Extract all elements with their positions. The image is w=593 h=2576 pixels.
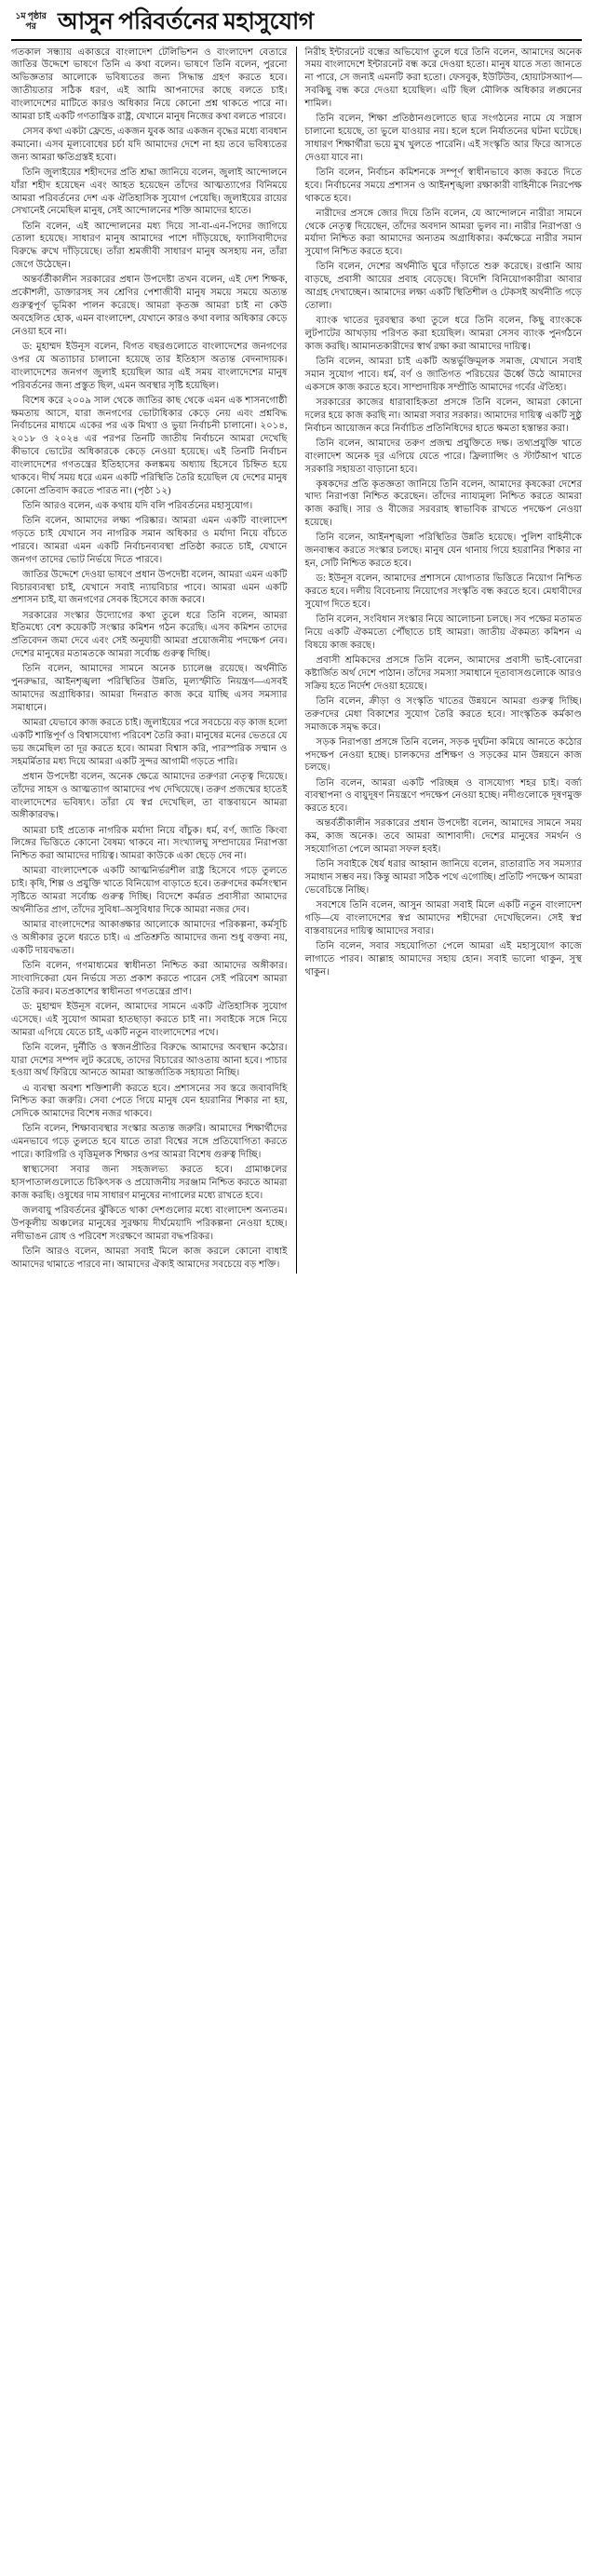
paragraph: নিরীহ ইন্টারনেট বন্ধের অভিযোগ তুলে ধরে তিনি বলেন, আমাদের অনেক সময় বাংলাদেশে ইন্টারনেট বন্ধ করে দেওয়া হতো। মানুষ যাতে সত্য জানতে না পারে, সে জন্যই এমনটি করা হতো। ফেসবুক, ইউটিউব, হোয়াটসঅ্যাপ—সবকিছু বন্ধ করে দেওয়া হয়েছিল। এটি ছিল মৌলিক অধিকার লঙ্ঘনের শামিল। — [304, 47, 582, 109]
paragraph: ড: মুহাম্মদ ইউনূস বলেন, বিগত বছরগুলোতে বাংলাদেশের জনগণের ওপর যে অত্যাচার চালানো হয়েছে তার ইতিহাস অত্যন্ত বেদনাদায়ক। বাংলাদেশের জনগণ জুলাই হয়েছিল আর এই সময় বাংলাদেশের মানুষ পরিবর্তনের জন্য প্রস্তুত ছিল, এমন অবস্থার সৃষ্টি হয়েছিল। — [11, 341, 288, 391]
paragraph: তিনি বলেন, সংবিধান সংস্কার নিয়ে আলোচনা চলছে। সব পক্ষের মতামত নিয়ে একটি ঐকমত্যে পৌঁছাতে চাই আমরা। জাতীয় ঐকমত্য কমিশন এ বিষয়ে কাজ করছে। — [304, 614, 582, 651]
paragraph: গতকাল সন্ধ্যায় একাত্তরে বাংলাদেশ টেলিভিশন ও বাংলাদেশ বেতারে জাতির উদ্দেশে ভাষণে তিনি এ কথা বলেন। ভাষণে তিনি বলেন, পুরনো অভিজ্ঞতার আলোকে ভবিষ্যতের জন্য সিদ্ধান্ত গ্রহণ করতে হবে। জাতীয়তার সঠিক ধরণ, এই আমি আপনাদের কাছে বলতে চাই। বাংলাদেশের মাটিতে কারও অধিকার নিয়ে কোনো প্রশ্ন থাকতে পারে না। আমরা চাই একটি গণতান্ত্রিক রাষ্ট্র, যেখানে মানুষ নিজের কথা বলতে পারবে। — [11, 47, 288, 122]
paragraph: তিনি বলেন, গণমাধ্যমের স্বাধীনতা নিশ্চিত করা আমাদের অঙ্গীকার। সাংবাদিকেরা যেন নির্ভয়ে সত্য প্রকাশ করতে পারেন সেই পরিবেশ আমরা তৈরি করব। মতপ্রকাশের স্বাধীনতা গণতন্ত্রের প্রাণ। — [11, 960, 288, 997]
paragraph: তিনি আরও বলেন, আমরা সবাই মিলে কাজ করলে কোনো বাধাই আমাদের থামাতে পারবে না। আমাদের ঐক্যই আমাদের সবচেয়ে বড় শক্তি। — [11, 1247, 288, 1270]
paragraph: সেসব কথা একটা ফ্রেন্ডে, একজন যুবক আর একজন বৃদ্ধের মধ্যে ব্যবধান কমানো। এসব মূল্যবোধের চর্চা যদি আমাদের দেশে না হয় তবে ভবিষ্যতের জন্য আমরা ক্ষতিগ্রস্তই হবো। — [11, 126, 288, 163]
column-right — [297, 47, 583, 1274]
paragraph: তিনি বলেন, আমাদের তরুণ প্রজন্ম প্রযুক্তিতে দক্ষ। তথ্যপ্রযুক্তি খাতে বাংলাদেশ অনেক দূর এগিয়ে যেতে পারে। ফ্রিল্যান্সিং ও স্টার্টআপ খাতে সরকারি সহায়তা বাড়ানো হবে। — [304, 438, 582, 475]
paragraph: তিনি বলেন, ক্রীড়া ও সংস্কৃতি খাতের উন্নয়নে আমরা গুরুত্ব দিচ্ছি। তরুণদের মেধা বিকাশের সুযোগ তৈরি করতে হবে। সাংস্কৃতিক কর্মকাণ্ড সমাজকে সমৃদ্ধ করে। — [304, 695, 582, 733]
jump-from-label: ১ম পৃষ্ঠার পর — [15, 11, 47, 32]
paragraph: তিনি আরও বলেন, এক কথায় যদি বলি পরিবর্তনের মহাসুযোগ। — [22, 500, 253, 511]
paragraph: বিশেষ করে ২০০৯ সাল থেকে জাতির কাছ থেকে এমন এক শাসনগোষ্ঠী ক্ষমতায় আসে, যারা জনগণের ভোটাধিকার কেড়ে নেয় এবং প্রশ্নবিদ্ধ নির্বাচনের মাধ্যমে একের পর এক মিথ্যা ও ভুয়া নির্বাচনী চালানো। ২০১৪, ২০১৮ ও ২০২৪ এর পরপর তিনটি জাতীয় নির্বাচনে আমরা দেখেছি কীভাবে ভোটের অধিকারকে কেড়ে নেওয়া হয়েছে। এই তিনটি নির্বাচন বাংলাদেশের গণতন্ত্রের ইতিহাসের কলঙ্কময় অধ্যায় হিসেবে চিহ্নিত হয়ে থাকবে। দীর্ঘ সময় ধরে এমন একটি পরিস্থিতি তৈরি হয়েছিল যে দেশের মানুষ কোনো প্রতিবাদ করতে পারত না। (পৃষ্ঠা ১২) — [11, 395, 288, 496]
paragraph: সবশেষে তিনি বলেন, আসুন আমরা সবাই মিলে একটি নতুন বাংলাদেশ গড়ি—যে বাংলাদেশের স্বপ্ন আমাদের শহীদেরা দেখেছিলেন। সেই স্বপ্ন বাস্তবায়নের দায়িত্ব আমাদের সবার। — [304, 900, 582, 937]
paragraph: তিনি বলেন, আমরা চাই একটি অন্তর্ভুক্তিমূলক সমাজ, যেখানে সবাই সমান সুযোগ পাবে। ধর্ম, বর্ণ ও জাতিগত পরিচয়ের ঊর্ধ্বে উঠে আমাদের একসঙ্গে কাজ করতে হবে। সাম্প্রদায়িক সম্প্রীতি আমাদের গর্বের ঐতিহ্য। — [304, 357, 582, 393]
paragraph: ব্যাংক খাতের দুরবস্থার কথা তুলে ধরে তিনি বলেন, কিছু ব্যাংককে লুটপাটের আখড়ায় পরিণত করা হয়েছিল। আমরা সেসব ব্যাংক পুনর্গঠনে কাজ করছি। আমানতকারীদের স্বার্থ রক্ষা করা আমাদের দায়িত্ব। — [304, 316, 582, 352]
paragraph: তিনি বলেন, শিক্ষাব্যবস্থার সংস্কার অত্যন্ত জরুরি। আমাদের শিক্ষার্থীদের এমনভাবে গড়ে তুলতে হবে যাতে তারা বিশ্বের সঙ্গে প্রতিযোগিতা করতে পারে। কারিগরি ও বৃত্তিমূলক শিক্ষার ওপর আমরা বিশেষ গুরুত্ব দিচ্ছি। — [11, 1124, 288, 1161]
paragraph: জলবায়ু পরিবর্তনের ঝুঁকিতে থাকা দেশগুলোর মধ্যে বাংলাদেশ অন্যতম। উপকূলীয় অঞ্চলের মানুষের সুরক্ষায় দীর্ঘমেয়াদি পরিকল্পনা নেওয়া হচ্ছে। নদীভাঙন রোধ ও পরিবেশ সংরক্ষণে আমরা বদ্ধপরিকর। — [11, 1206, 288, 1242]
paragraph: আমরা বাংলাদেশকে একটি আত্মনির্ভরশীল রাষ্ট্র হিসেবে গড়ে তুলতে চাই। কৃষি, শিল্প ও প্রযুক্তি খাতে বিনিয়োগ বাড়াতে হবে। তরুণদের কর্মসংস্থান সৃষ্টিতে আমরা সর্বোচ্চ গুরুত্ব দিচ্ছি। বিদেশে কর্মরত প্রবাসীরা আমাদের অর্থনীতির প্রাণ, তাঁদের সুবিধা–অসুবিধার দিকে আমরা নজর দেব। — [11, 866, 288, 916]
paragraph: তিনি বলেন, শিক্ষা প্রতিষ্ঠানগুলোতে ছাত্র সংগঠনের নামে যে সন্ত্রাস চালানো হয়েছে, তা ভুলে যাওয়ার নয়। হলে হলে নির্যাতনের ঘটনা ঘটেছে। সাধারণ শিক্ষার্থীরা ভয়ে মুখ খুলতে পারেনি। এই সংস্কৃতি আর ফিরে আসতে দেওয়া যাবে না। — [304, 114, 582, 163]
paragraph: সড়ক নিরাপত্তা প্রসঙ্গে তিনি বলেন, সড়ক দুর্ঘটনা কমিয়ে আনতে কঠোর পদক্ষেপ নেওয়া হচ্ছে। চালকদের প্রশিক্ষণ ও সড়কের মান উন্নয়নে কাজ চলছে। — [304, 736, 582, 774]
paragraph: প্রধান উপদেষ্টা বলেন, অনেক ক্ষেত্রে আমাদের তরুণরা নেতৃত্ব দিয়েছে। তাঁদের সাহস ও আত্মত্যাগ আমাদের পথ দেখিয়েছে। তরুণ প্রজন্মের হাতেই বাংলাদেশের ভবিষ্যৎ। তাঁরা যে স্বপ্ন দেখেছিল, তা বাস্তবায়নে আমরা অঙ্গীকারবদ্ধ। — [11, 771, 288, 821]
paragraph: সরকারের সংস্কার উদ্যোগের কথা তুলে ধরে তিনি বলেন, আমরা ইতিমধ্যে বেশ কয়েকটি সংস্কার কমিশন গঠন করেছি। এসব কমিশন তাদের প্রতিবেদন জমা দেবে এবং সেই অনুযায়ী আমরা প্রয়োজনীয় পদক্ষেপ নেব। দেশের মানুষের মতামতকে আমরা সর্বোচ্চ গুরুত্ব দিচ্ছি। — [11, 610, 288, 660]
paragraph: তিনি সবাইকে ধৈর্য ধরার আহ্বান জানিয়ে বলেন, রাতারাতি সব সমস্যার সমাধান সম্ভব নয়। কিন্তু আমরা সঠিক পথে এগোচ্ছি। প্রতিটি পদক্ষেপ আমরা ভেবেচিন্তে নিচ্ছি। — [304, 859, 582, 896]
paragraph: ড: ইউনূস বলেন, আমাদের প্রশাসনে যোগ্যতার ভিত্তিতে নিয়োগ নিশ্চিত করতে হবে। দলীয় বিবেচনায় নিয়োগের সংস্কৃতি বন্ধ করতে হবে। মেধাবীদের সুযোগ দিতে হবে। — [304, 573, 582, 610]
paragraph: তিনি বলেন, নির্বাচন কমিশনকে সম্পূর্ণ স্বাধীনভাবে কাজ করতে দিতে হবে। নির্বাচনের সময়ে প্রশাসন ও আইনশৃঙ্খলা রক্ষাকারী বাহিনীকে নিরপেক্ষ থাকতে হবে। — [304, 167, 582, 204]
paragraph: স্বাস্থ্যসেবা সবার জন্য সহজলভ্য করতে হবে। গ্রামাঞ্চলের হাসপাতালগুলোতে চিকিৎসক ও প্রয়োজনীয় সরঞ্জাম নিশ্চিত করতে আমরা কাজ করছি। ওষুধের দাম সাধারণ মানুষের নাগালের মধ্যে রাখতে হবে। — [11, 1165, 288, 1202]
paragraph: অন্তর্বর্তীকালীন সরকারের প্রধান উপদেষ্টা বলেন, আমাদের সামনে সময় কম, কাজ অনেক। তবে আমরা আশাবাদী। দেশের মানুষের সমর্থন ও সহযোগিতা পেলে আমরা সফল হবই। — [304, 818, 582, 856]
paragraph: ড: মুহাম্মদ ইউনূস বলেন, আমাদের সামনে একটি ঐতিহাসিক সুযোগ এসেছে। এই সুযোগ আমরা হাতছাড়া করতে চাই না। সবাইকে সঙ্গে নিয়ে আমরা এগিয়ে যেতে চাই, একটি নতুন বাংলাদেশের পথে। — [11, 1001, 288, 1038]
paragraph: এ ব্যবস্থা অবশ্য শক্তিশালী করতে হবে। প্রশাসনের সব স্তরে জবাবদিহি নিশ্চিত করা জরুরি। সেবা পেতে গিয়ে মানুষ যেন হয়রানির শিকার না হয়, সেদিকে আমাদের বিশেষ নজর থাকবে। — [11, 1083, 288, 1120]
article-columns — [11, 47, 582, 1274]
paragraph: সরকারের কাজের ধারাবাহিকতা প্রসঙ্গে তিনি বলেন, আমরা কোনো দলের হয়ে কাজ করছি না। আমরা সবার সরকার। আমাদের দায়িত্ব একটি সুষ্ঠু নির্বাচন আয়োজন করে নির্বাচিত প্রতিনিধিদের হাতে ক্ষমতা হস্তান্তর করা। — [304, 397, 582, 434]
paragraph: তিনি বলেন, আইনশৃঙ্খলা পরিস্থিতির উন্নতি হয়েছে। পুলিশ বাহিনীকে জনবান্ধব করতে সংস্কার চলছে। মানুষ যেন থানায় গিয়ে হয়রানির শিকার না হন, সেটি নিশ্চিত করতে হবে। — [304, 533, 582, 570]
paragraph: আমরা যেভাবে কাজ করতে চাই। জুলাইয়ের পরে সবচেয়ে বড় কাজ হলো একটি শান্তিপূর্ণ ও বিশ্বাসযোগ্য পরিবেশ তৈরি করা। মানুষের মনের ভেতরে যে ভয় জমেছিল তা দূর করতে হবে। আমরা বিশ্বাস করি, পারস্পরিক সম্মান ও সহমর্মিতার মধ্য দিয়ে আমরা একটি সুন্দর আগামী গড়তে পারি। — [11, 718, 288, 767]
paragraph: প্রবাসী শ্রমিকদের প্রসঙ্গে তিনি বলেন, আমাদের প্রবাসী ভাই-বোনেরা কষ্টার্জিত অর্থ দেশে পাঠান। তাঁদের সমস্যা সমাধানে দূতাবাসগুলোকে আরও সক্রিয় হতে নির্দেশ দেওয়া হয়েছে। — [304, 654, 582, 692]
paragraph: তিনি বলেন, আমাদের সামনে অনেক চ্যালেঞ্জ রয়েছে। অর্থনীতি পুনরুদ্ধার, আইনশৃঙ্খলা পরিস্থিতির উন্নতি, মূল্যস্ফীতি নিয়ন্ত্রণ—এসবই আমাদের অগ্রাধিকার। আমরা দিনরাত কাজ করে যাচ্ছি এসব সমস্যার সমাধানে। — [11, 664, 288, 713]
paragraph: তিনি বলেন, এই আন্দোলনের মধ্য দিয়ে সা-বা-এন-পিদের জাগিয়ে তোলা হয়েছে। সাধারণ মানুষ আমাদের পাশে দাঁড়িয়েছে, ফ্যাসিবাদীদের বিরুদ্ধে রুখে দাঁড়িয়েছে। তাঁরা শ্রমজীবী সাধারণ মানুষ অসহায় নন, তাঁরা জেগে উঠেছেন। — [11, 221, 288, 271]
paragraph: আমরা চাই প্রত্যেক নাগরিক মর্যাদা নিয়ে বাঁচুক। ধর্ম, বর্ণ, জাতি কিংবা লিঙ্গের ভিত্তিতে কোনো বৈষম্য থাকবে না। সংখ্যালঘু সম্প্রদায়ের নিরাপত্তা নিশ্চিত করা আমাদের দায়িত্ব। আমরা কাউকে একা ছেড়ে দেব না। — [11, 825, 288, 862]
paragraph: কৃষকদের প্রতি কৃতজ্ঞতা জানিয়ে তিনি বলেন, আমাদের কৃষকেরা দেশের খাদ্য নিরাপত্তা নিশ্চিত করেছেন। তাঁদের ন্যায্যমূল্য নিশ্চিত করতে আমরা কাজ করছি। সার ও বীজের সরবরাহ স্বাভাবিক রাখতে পদক্ষেপ নেওয়া হয়েছে। — [304, 479, 582, 529]
paragraph: তিনি বলেন, সবার সহযোগিতা পেলে আমরা এই মহাসুযোগ কাজে লাগাতে পারব। আল্লাহ আমাদের সহায় হোন। সবাই ভালো থাকুন, সুস্থ থাকুন। — [304, 940, 582, 978]
paragraph: তিনি জুলাইয়ের শহীদদের প্রতি শ্রদ্ধা জানিয়ে বলেন, জুলাই আন্দোলনে যাঁরা শহীদ হয়েছেন এবং আহত হয়েছেন তাঁদের আত্মত্যাগের বিনিময়ে আমরা পরিবর্তনের দেশ এক ঐতিহাসিক সুযোগ পেয়েছি। জুলাইয়ের রায়ের সেখানেই নেমেছিল মানুষ, সেই আন্দোলনের শক্তি আমাদের হাতে। — [11, 167, 288, 217]
paragraph: জাতির উদ্দেশে দেওয়া ভাষণে প্রধান উপদেষ্টা বলেন, আমরা এমন একটি বিচারব্যবস্থা চাই, যেখানে সবাই ন্যায়বিচার পাবে। আমরা এমন একটি প্রশাসন চাই, যা জনগণের সেবক হিসেবে কাজ করবে। — [11, 569, 288, 606]
paragraph: অন্তর্বর্তীকালীন সরকারের প্রধান উপদেষ্টা তখন বলেন, এই দেশ শিক্ষক, প্রকৌশলী, ডাক্তারসহ সব শ্রেণির পেশাজীবী মানুষ সময়ে সময়ে অত্যন্ত গুরুত্বপূর্ণ ভূমিকা পালন করেছে। আমরা কৃতজ্ঞ আমরা চাই না কেউ অবহেলিত হোক, এমন বাংলাদেশ, যেখানে কারও কথা বলার অধিকার কেড়ে নেওয়া হবে না। — [11, 275, 288, 337]
paragraph: তিনি বলেন, আমাদের লক্ষ্য পরিষ্কার। আমরা এমন একটি বাংলাদেশ গড়তে চাই যেখানে সব নাগরিক সমান অধিকার ও মর্যাদা নিয়ে বাঁচতে পারবে। আমরা এমন একটি নির্বাচনব্যবস্থা প্রতিষ্ঠা করতে চাই, যেখানে জনগণ তাদের ভোট নির্ভয়ে দিতে পারবে। — [11, 516, 288, 565]
paragraph: নারীদের প্রসঙ্গে জোর দিয়ে তিনি বলেন, যে আন্দোলনে নারীরা সামনে থেকে নেতৃত্ব দিয়েছেন, তাঁদের অবদান আমরা ভুলব না। নারীর নিরাপত্তা ও মর্যাদা নিশ্চিত করা আমাদের অন্যতম অগ্রাধিকার। কর্মক্ষেত্রে নারীর সমান সুযোগ নিশ্চিত করতে হবে। — [304, 208, 582, 258]
paragraph: তিনি বলেন, আমরা একটি পরিচ্ছন্ন ও বাসযোগ্য শহর চাই। বর্জ্য ব্যবস্থাপনা ও বায়ুদূষণ নিয়ন্ত্রণে পদক্ষেপ নেওয়া হচ্ছে। নদীগুলোকে দূষণমুক্ত করতে হবে। — [304, 777, 582, 815]
column-left — [11, 47, 297, 1274]
paragraph: তিনি বলেন, দুর্নীতি ও স্বজনপ্রীতির বিরুদ্ধে আমাদের অবস্থান কঠোর। যারা দেশের সম্পদ লুট করেছে, তাদের বিচারের আওতায় আনা হবে। পাচার হওয়া অর্থ ফিরিয়ে আনতে আমরা আন্তর্জাতিক সহায়তা নিচ্ছি। — [11, 1042, 288, 1079]
page-title: আসুন পরিবর্তনের মহাসুযোগ — [58, 9, 314, 34]
paragraph: তিনি বলেন, দেশের অর্থনীতি ঘুরে দাঁড়াতে শুরু করেছে। রপ্তানি আয় বাড়ছে, প্রবাসী আয়ের প্রবাহ বেড়েছে। বিদেশি বিনিয়োগকারীরা আবার আগ্রহ দেখাচ্ছেন। আমাদের লক্ষ্য একটি স্থিতিশীল ও টেকসই অর্থনীতি গড়ে তোলা। — [304, 262, 582, 312]
headline-area — [11, 9, 582, 41]
paragraph: আমার বাংলাদেশের আকাঙ্ক্ষার আলোকে আমাদের পরিকল্পনা, কর্মসূচি ও অঙ্গীকার তুলে ধরতে চাই। এ প্রতিশ্রুতি আমাদের জন্য শুধু বক্তব্য নয়, একটি দায়বদ্ধতা। — [11, 920, 288, 956]
